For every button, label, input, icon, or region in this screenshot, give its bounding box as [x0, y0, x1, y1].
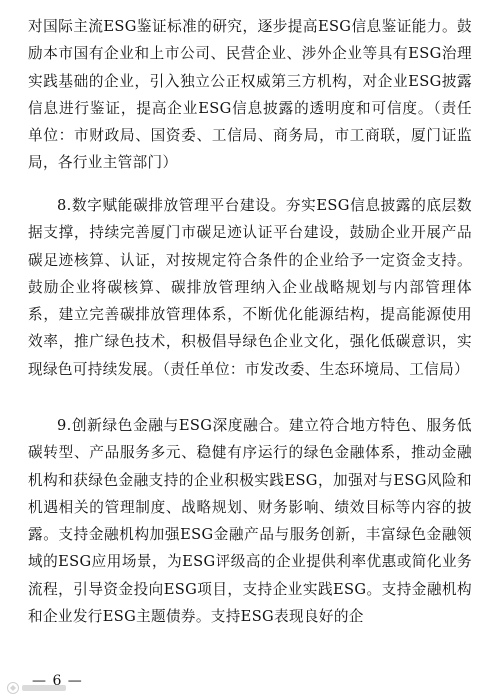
- paragraph-item-8: 8.数字赋能碳排放管理平台建设。夯实ESG信息披露的底层数据支撑，持续完善厦门市碳足迹认证平台建设，鼓励企业开展产品碳足迹核算、认证，对按规定符合条件的企业给予一定资金支持。鼓励企业将碳核算、碳排放管理纳入企业战略规划与内部管理体系，建立完善碳排放管理体系，不断优化能源结构，提高能源使用效率，推广绿色技术，积极倡导绿色企业文化，强化低碳意识，实现绿色可持续发展。（责任单位：市发改委、生态环境局、工信局）: [28, 197, 472, 378]
- paragraph-assurance: 对国际主流ESG鉴证标准的研究，逐步提高ESG信息鉴证能力。鼓励本市国有企业和上市公司、民营企业、涉外企业等具有ESG治理实践基础的企业，引入独立公正权威第三方机构，对企业ESG披露信息进行鉴证，提高企业ESG信息披露的透明度和可信度。（责任单位：市财政局、国资委、工信局、商务局，市工商联，厦门证监局，各行业主管部门）: [28, 18, 472, 172]
- paragraph-item-9: 9.创新绿色金融与ESG深度融合。建立符合地方特色、服务低碳转型、产品服务多元、稳健有序运行的绿色金融体系，推动金融机构和获绿色金融支持的企业积极实践ESG，加强对与ESG风险和机遇相关的管理制度、战略规划、财务影响、绩效目标等内容的披露。支持金融机构加强ESG金融产品与服务创新，丰富绿色金融领域的ESG应用场景，为ESG评级高的企业提供利率优惠或简化业务流程，引导资金投向ESG项目，支持企业实践ESG。支持金融机构和企业发行ESG主题债券。支持ESG表现良好的企: [28, 417, 472, 626]
- watermark-logo-icon: [6, 681, 68, 695]
- page-number: — 6 —: [32, 673, 83, 689]
